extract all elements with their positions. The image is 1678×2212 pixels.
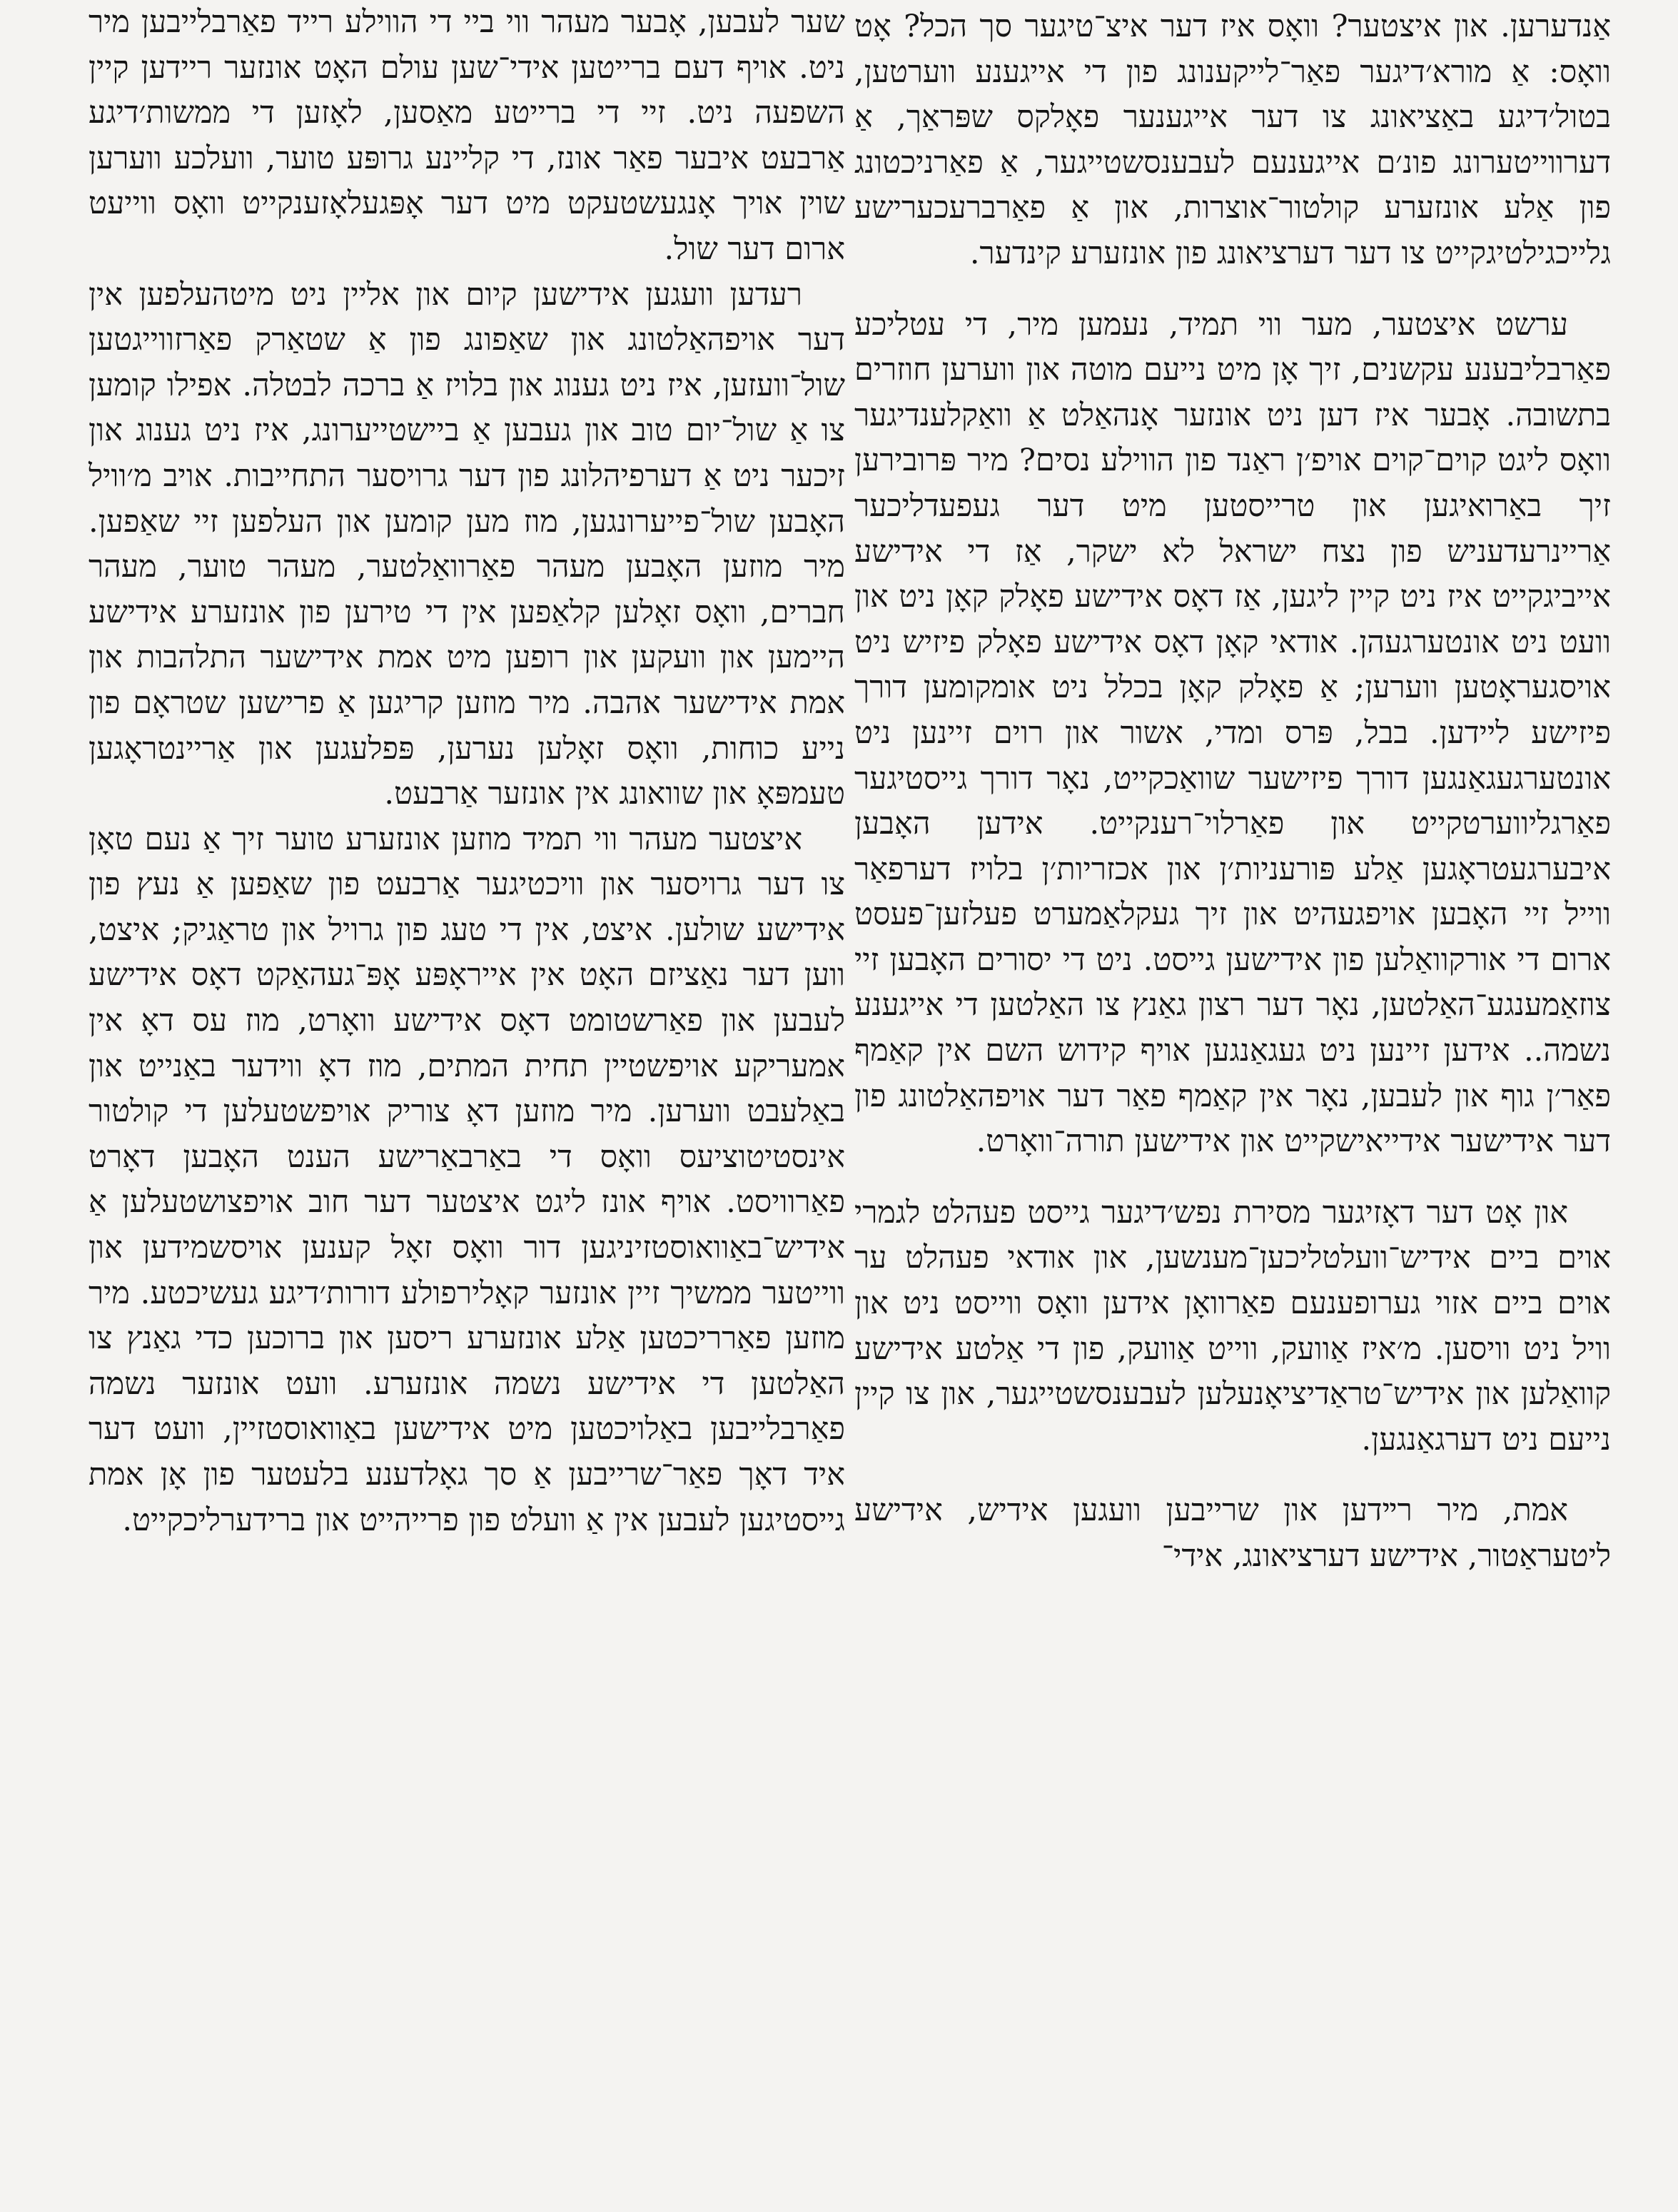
- paragraph-school-support: רעדען וועגען אידישען קיום און אליין ניט מיטהעלפען אין דער אויפהאַלטונג און שאַפונג פון אַ שטאַרק פאַרזווייגטען שול־וועזען, איז ניט גענוג און בלויז אַ ברכה לבטלה. אפילו קומען צו אַ שול־יום טוב און געבען אַ ביישטייערונג, איז ניט גענוג און זיכער ניט אַ דערפיהלונג פון דער גרויסער התחייבות. אויב מ׳וויל האָבען שול־פייערונגען, מוז מען קומען און העלפען זיי שאַפען. מיר מוזען האָבען מעהר פאַרוואַלטער, מעהר טוער, מעהר חברים, וואָס זאָלען קלאַפען אין די טירען פון אונזערע אידישע היימען און וועקען און רופען מיט אמת אידישער התלהבות און אמת אידישער אהבה. מיר מוזען קריגען אַ פרישען שטראָם פון נייע כוחות, וואָס זאָלען נערען, פּפלעגען און אַריינטראָגען טעמפּאָ און שוואונג אין אונזער אַרבעט.: [89, 276, 845, 812]
- right-column: [854, 4, 1611, 1580]
- paragraph-continued-from-right: שער לעבען, אָבער מעהר ווי ביי די הווילע רייד פאַרבלייבען מיר ניט. אויף דעם ברייטען אידי־שען עולם האָט אונזער ריידען קיין השפעה ניט. זיי די ברייטע מאַסען, לאָזען די ממשות׳דיגע אַרבעט איבער פאַר אונז, די קליינע גרופּע טוער, וועלכע ווערען שוין אויך אָנגעשטעקט מיט דער אָפּגעלאָזענקייט וואָס ווייעט ארום דער שול.: [89, 4, 845, 267]
- left-column: [89, 0, 845, 1543]
- paragraph-call-to-action: איצטער מעהר ווי תמיד מוזען אונזערע טוער זיך אַ נעם טאָן צו דער גרויסער און וויכטיגער אַרבעט פון שאַפען אַ נעץ פון אידישע שולען. איצט, אין די טעג פון גרויל און טראַגיק; איצט, ווען דער נאַציזם האָט אין אייראָפּע אָפּ־געהאַקט דאָס אידישע לעבען און פאַרשטומט דאָס אידישע וואָרט, מוז עס דאָ אין אמעריקע אויפשטיין תחית המתים, מוז דאָ ווידער באַנייט און באַלעבט ווערען. מיר מוזען דאָ צוריק אויפשטעלען די קולטור אינסטיטוציעס וואָס די באַרבאַרישע הענט האָבען דאָרט פאַרוויסט. אויף אונז ליגט איצטער דער חוב אויפצושטעלען אַ אידיש־באַוואוסטזיניגען דור וואָס זאָל קענען אויסשמידען און ווייטער ממשיך זיין אונזער קאָלירפולע דורות׳דיגע געשיכטע. מיר מוזען פאַרריכטען אַלע אונזערע ריסען און ברוכען כדי גאַנץ צו האַלטען די אידישע נשמה אונזערע. וועט אונזער נשמה פאַרבלייבען באַלויכטען מיט אידישען באַוואוסטזיין, וועט דער איד דאָך פאַר־שרייבען אַ סך גאָלדענע בלעטער פון אָן אמת גייסטיגען לעבען אין אַ וועלט פון פרייהייט און ברידערליכקייט.: [89, 821, 845, 1538]
- paragraph-eternity-argument: ערשט איצטער, מער ווי תמיד, נעמען מיר, די עטליכע פאַרבליבענע עקשנים, זיך אָן מיט נייעם מוטה און ווערען חוזרים בתשובה. אָבער איז דען ניט אונזער אָנהאַלט אַ וואַקלענדיגער וואָס ליגט קוים־קוים אויפ׳ן ראַנד פון הווילע נסים? מיר פּרובירען זיך באַרואיגען און טרייסטען מיט דער געפעדליכער אַריינרעדעניש פון נצח ישראל לא ישקר, אַז די אידישע אייביגקייט איז ניט קיין ליגען, אַז דאָס אידישע פאָלק קאָן ניט און וועט ניט אונטערגעהן. אודאי קאָן דאָס אידישע פאָלק פיזיש ניט אויסגעראָטען ווערען; אַ פאָלק קאָן בכלל ניט אומקומען דורך פיזישע ליידען. בבל, פּרס ומדי, אשור און רוים זיינען ניט אונטערגעגאַנגען דורך פיזישער שוואַכקייט, נאָר דורך גייסטיגער פאַרגליווערטקייט און פאַרלוי־רענקייט. אידען האָבען איבערגעטראָגען אַלע פּורעניות׳ן און אכזריות׳ן בלויז דערפאַר ווייל זיי האָבען אויפגעהיט און זיך געקלאַמערט פעלזען־פעסט ארום די אורקוואַלען פון אידישען גייסט. ניט די יסורים האָבען זיי צוזאַמענגע־האַלטען, נאָר דער רצון גאַנץ צו האַלטען די אייגענע נשמה.. אידען זיינען ניט געגאַנגען אויף קידוש השם אין קאַמף פאַר׳ן גוף און לעבען, נאָר אין קאַמף פאַר דער אויפהאַלטונג פון דער אידישער אידייאישקייט און אידישען תורה־וואָרט.: [854, 306, 1611, 1160]
- paragraph-secular-spirit: און אָט דער דאָזיגער מסירת נפש׳דיגער גייסט פעהלט לגמרי אוים ביים אידיש־וועלטליכען־מענשען, און אודאי פעהלט ער אוים ביים אזוי גערופענעם פאַרוואָן אידען וואָס ווייסט ניט און וויל ניט וויסען. מ׳איז אַוועק, ווייט אַוועק, פון די אַלטע אידישע קוואַלען און אידיש־טראַדיציאָנעלען לעבענסשטייגער, און צו קיין נייעם ניט דערגאַנגען.: [854, 1194, 1611, 1458]
- paragraph-closing-critique: אַנדערען. און איצטער? וואָס איז דער איצ־טיגער סך הכל? אָט וואָס: אַ מורא׳דיגער פאַר־לייקענונג פון די אייגענע ווערטען, בטול׳דיגע באַציאונג צו דער אייגענער פאָלקס שפּראַך, אַ דערווייטערונג פונ׳ם אייגענעם לעבענסשטייגער, אַ פאַרניכטונג פון אַלע אונזערע קולטור־אוצרות, און אַ פאַרברעכערישע גלייכגילטיגקייט צו דער דערציאונג פון אונזערע קינדער.: [854, 9, 1611, 271]
- paragraph-yiddish-talk: אמת, מיר רײדען און שרייבען וועגען אידיש, אידישע ליטעראַטור, אידישע דערציאונג, אידי־: [854, 1493, 1611, 1574]
